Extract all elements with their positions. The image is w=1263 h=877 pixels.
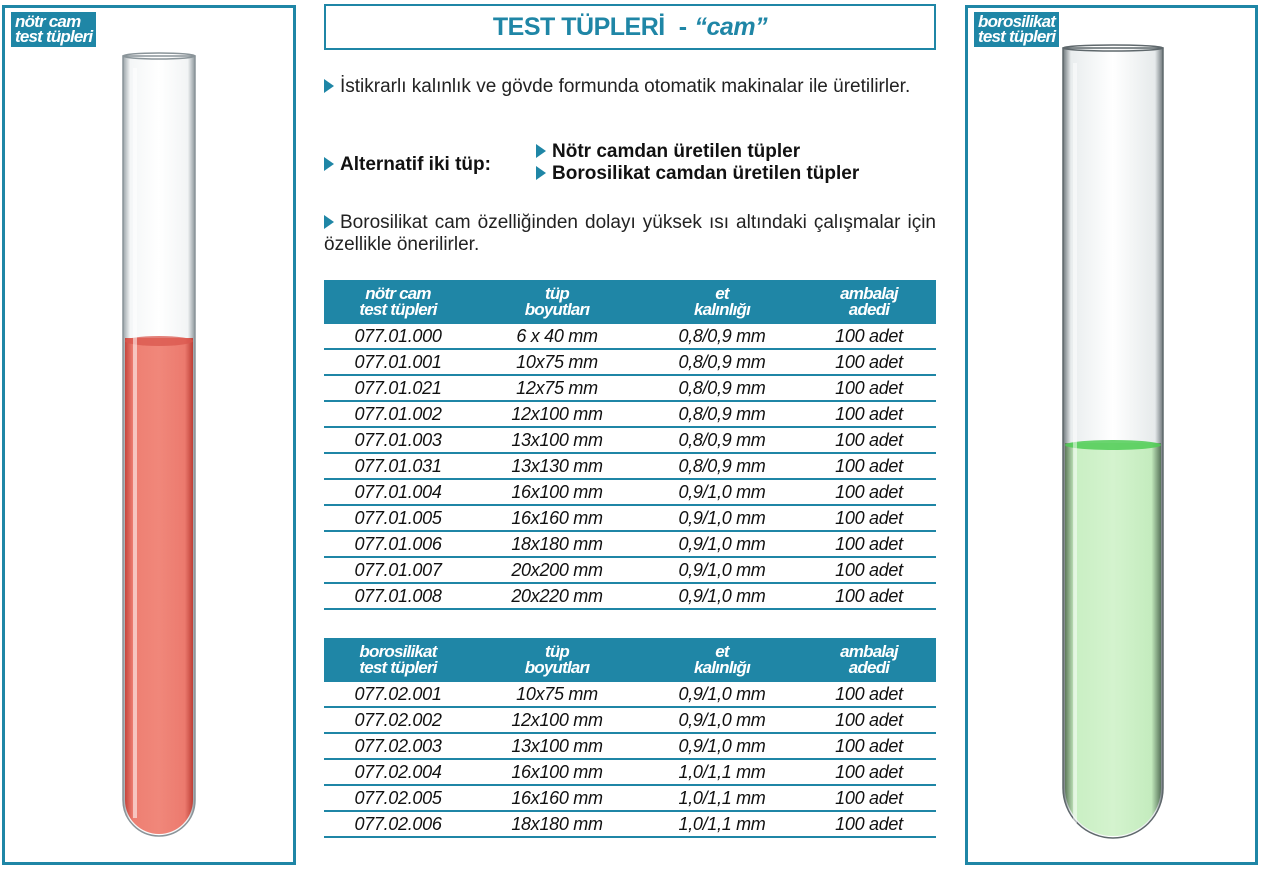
cell-size: 12x100 mm	[472, 707, 642, 733]
cell-pack: 100 adet	[802, 401, 936, 427]
table-row	[324, 427, 936, 453]
table-row	[324, 811, 936, 837]
chevron-right-icon	[324, 79, 334, 93]
cell-size: 13x100 mm	[472, 427, 642, 453]
cell-pack: 100 adet	[802, 349, 936, 375]
cell-code: 077.01.006	[324, 531, 472, 557]
cell-thickness: 0,8/0,9 mm	[642, 324, 802, 349]
cell-thickness: 0,9/1,0 mm	[642, 505, 802, 531]
table-row	[324, 401, 936, 427]
cell-size: 12x100 mm	[472, 401, 642, 427]
cell-pack: 100 adet	[802, 557, 936, 583]
table-row	[324, 479, 936, 505]
cell-size: 10x75 mm	[472, 682, 642, 707]
cell-size: 16x160 mm	[472, 505, 642, 531]
cell-pack: 100 adet	[802, 785, 936, 811]
cell-thickness: 1,0/1,1 mm	[642, 785, 802, 811]
cell-thickness: 0,9/1,0 mm	[642, 682, 802, 707]
cell-code: 077.02.005	[324, 785, 472, 811]
cell-code: 077.02.003	[324, 733, 472, 759]
alternatives-section	[324, 140, 936, 190]
column-header-pack: ambalaj adedi	[802, 638, 936, 682]
table-row	[324, 759, 936, 785]
chevron-right-icon	[324, 215, 334, 229]
borosilicate-note-paragraph: Borosilikat cam özelliğinden dolayı yüksek ısı altındaki çalışmalar için özellikle önerilirler.	[324, 212, 936, 255]
cell-pack: 100 adet	[802, 531, 936, 557]
neutral-glass-label: nötr cam test tüpleri	[11, 12, 96, 47]
cell-pack: 100 adet	[802, 427, 936, 453]
table-row	[324, 733, 936, 759]
neutral-glass-table	[324, 280, 936, 610]
cell-thickness: 0,8/0,9 mm	[642, 375, 802, 401]
borosilicate-glass-panel	[965, 5, 1258, 865]
cell-pack: 100 adet	[802, 733, 936, 759]
column-header-thickness: et kalınlığı	[642, 280, 802, 324]
cell-thickness: 0,8/0,9 mm	[642, 453, 802, 479]
table-row	[324, 785, 936, 811]
cell-size: 10x75 mm	[472, 349, 642, 375]
cell-size: 16x100 mm	[472, 479, 642, 505]
page-title: TEST TÜPLERİ - “cam”	[324, 4, 936, 50]
cell-pack: 100 adet	[802, 505, 936, 531]
cell-pack: 100 adet	[802, 453, 936, 479]
cell-thickness: 1,0/1,1 mm	[642, 811, 802, 837]
cell-size: 16x160 mm	[472, 785, 642, 811]
cell-code: 077.02.004	[324, 759, 472, 785]
neutral-glass-panel	[2, 5, 296, 865]
cell-thickness: 0,8/0,9 mm	[642, 349, 802, 375]
cell-size: 20x200 mm	[472, 557, 642, 583]
green-liquid-test-tube-image	[968, 8, 1255, 862]
table-row	[324, 453, 936, 479]
table-row	[324, 531, 936, 557]
cell-code: 077.01.004	[324, 479, 472, 505]
borosilicate-glass-label: borosilikat test tüpleri	[974, 12, 1059, 47]
cell-size: 13x100 mm	[472, 733, 642, 759]
alternative-option: Borosilikat camdan üretilen tüpler	[536, 163, 859, 184]
cell-code: 077.01.021	[324, 375, 472, 401]
cell-thickness: 0,9/1,0 mm	[642, 583, 802, 609]
alternatives-label: Alternatif iki tüp:	[324, 154, 491, 176]
table-row	[324, 349, 936, 375]
cell-size: 18x180 mm	[472, 531, 642, 557]
cell-code: 077.01.000	[324, 324, 472, 349]
cell-code: 077.01.005	[324, 505, 472, 531]
cell-thickness: 0,9/1,0 mm	[642, 733, 802, 759]
cell-size: 16x100 mm	[472, 759, 642, 785]
cell-pack: 100 adet	[802, 682, 936, 707]
table-header-row	[324, 638, 936, 682]
column-header-code: nötr cam test tüpleri	[324, 280, 472, 324]
cell-pack: 100 adet	[802, 583, 936, 609]
cell-size: 6 x 40 mm	[472, 324, 642, 349]
cell-pack: 100 adet	[802, 375, 936, 401]
cell-thickness: 0,9/1,0 mm	[642, 707, 802, 733]
table-row	[324, 324, 936, 349]
cell-code: 077.01.002	[324, 401, 472, 427]
cell-size: 20x220 mm	[472, 583, 642, 609]
cell-thickness: 0,9/1,0 mm	[642, 531, 802, 557]
cell-thickness: 0,8/0,9 mm	[642, 401, 802, 427]
cell-pack: 100 adet	[802, 479, 936, 505]
table-row	[324, 707, 936, 733]
borosilicate-glass-table	[324, 638, 936, 838]
intro-paragraph: İstikrarlı kalınlık ve gövde formunda otomatik makinalar ile üretilirler.	[324, 76, 936, 98]
cell-thickness: 0,9/1,0 mm	[642, 557, 802, 583]
cell-code: 077.01.003	[324, 427, 472, 453]
chevron-right-icon	[536, 166, 546, 180]
table-row	[324, 375, 936, 401]
cell-code: 077.01.031	[324, 453, 472, 479]
table-row	[324, 682, 936, 707]
column-header-code: borosilikat test tüpleri	[324, 638, 472, 682]
cell-code: 077.01.007	[324, 557, 472, 583]
cell-code: 077.02.001	[324, 682, 472, 707]
table-header-row	[324, 280, 936, 324]
cell-pack: 100 adet	[802, 759, 936, 785]
cell-code: 077.01.001	[324, 349, 472, 375]
table-row	[324, 557, 936, 583]
red-liquid-test-tube-image	[5, 8, 293, 862]
cell-thickness: 1,0/1,1 mm	[642, 759, 802, 785]
column-header-size: tüp boyutları	[472, 280, 642, 324]
column-header-pack: ambalaj adedi	[802, 280, 936, 324]
cell-code: 077.02.002	[324, 707, 472, 733]
table-row	[324, 505, 936, 531]
chevron-right-icon	[324, 157, 334, 171]
cell-pack: 100 adet	[802, 324, 936, 349]
cell-code: 077.01.008	[324, 583, 472, 609]
column-header-size: tüp boyutları	[472, 638, 642, 682]
cell-size: 18x180 mm	[472, 811, 642, 837]
cell-size: 12x75 mm	[472, 375, 642, 401]
cell-thickness: 0,8/0,9 mm	[642, 427, 802, 453]
cell-code: 077.02.006	[324, 811, 472, 837]
table-row	[324, 583, 936, 609]
column-header-thickness: et kalınlığı	[642, 638, 802, 682]
cell-size: 13x130 mm	[472, 453, 642, 479]
chevron-right-icon	[536, 144, 546, 158]
alternative-option: Nötr camdan üretilen tüpler	[536, 141, 800, 162]
cell-pack: 100 adet	[802, 811, 936, 837]
cell-pack: 100 adet	[802, 707, 936, 733]
cell-thickness: 0,9/1,0 mm	[642, 479, 802, 505]
